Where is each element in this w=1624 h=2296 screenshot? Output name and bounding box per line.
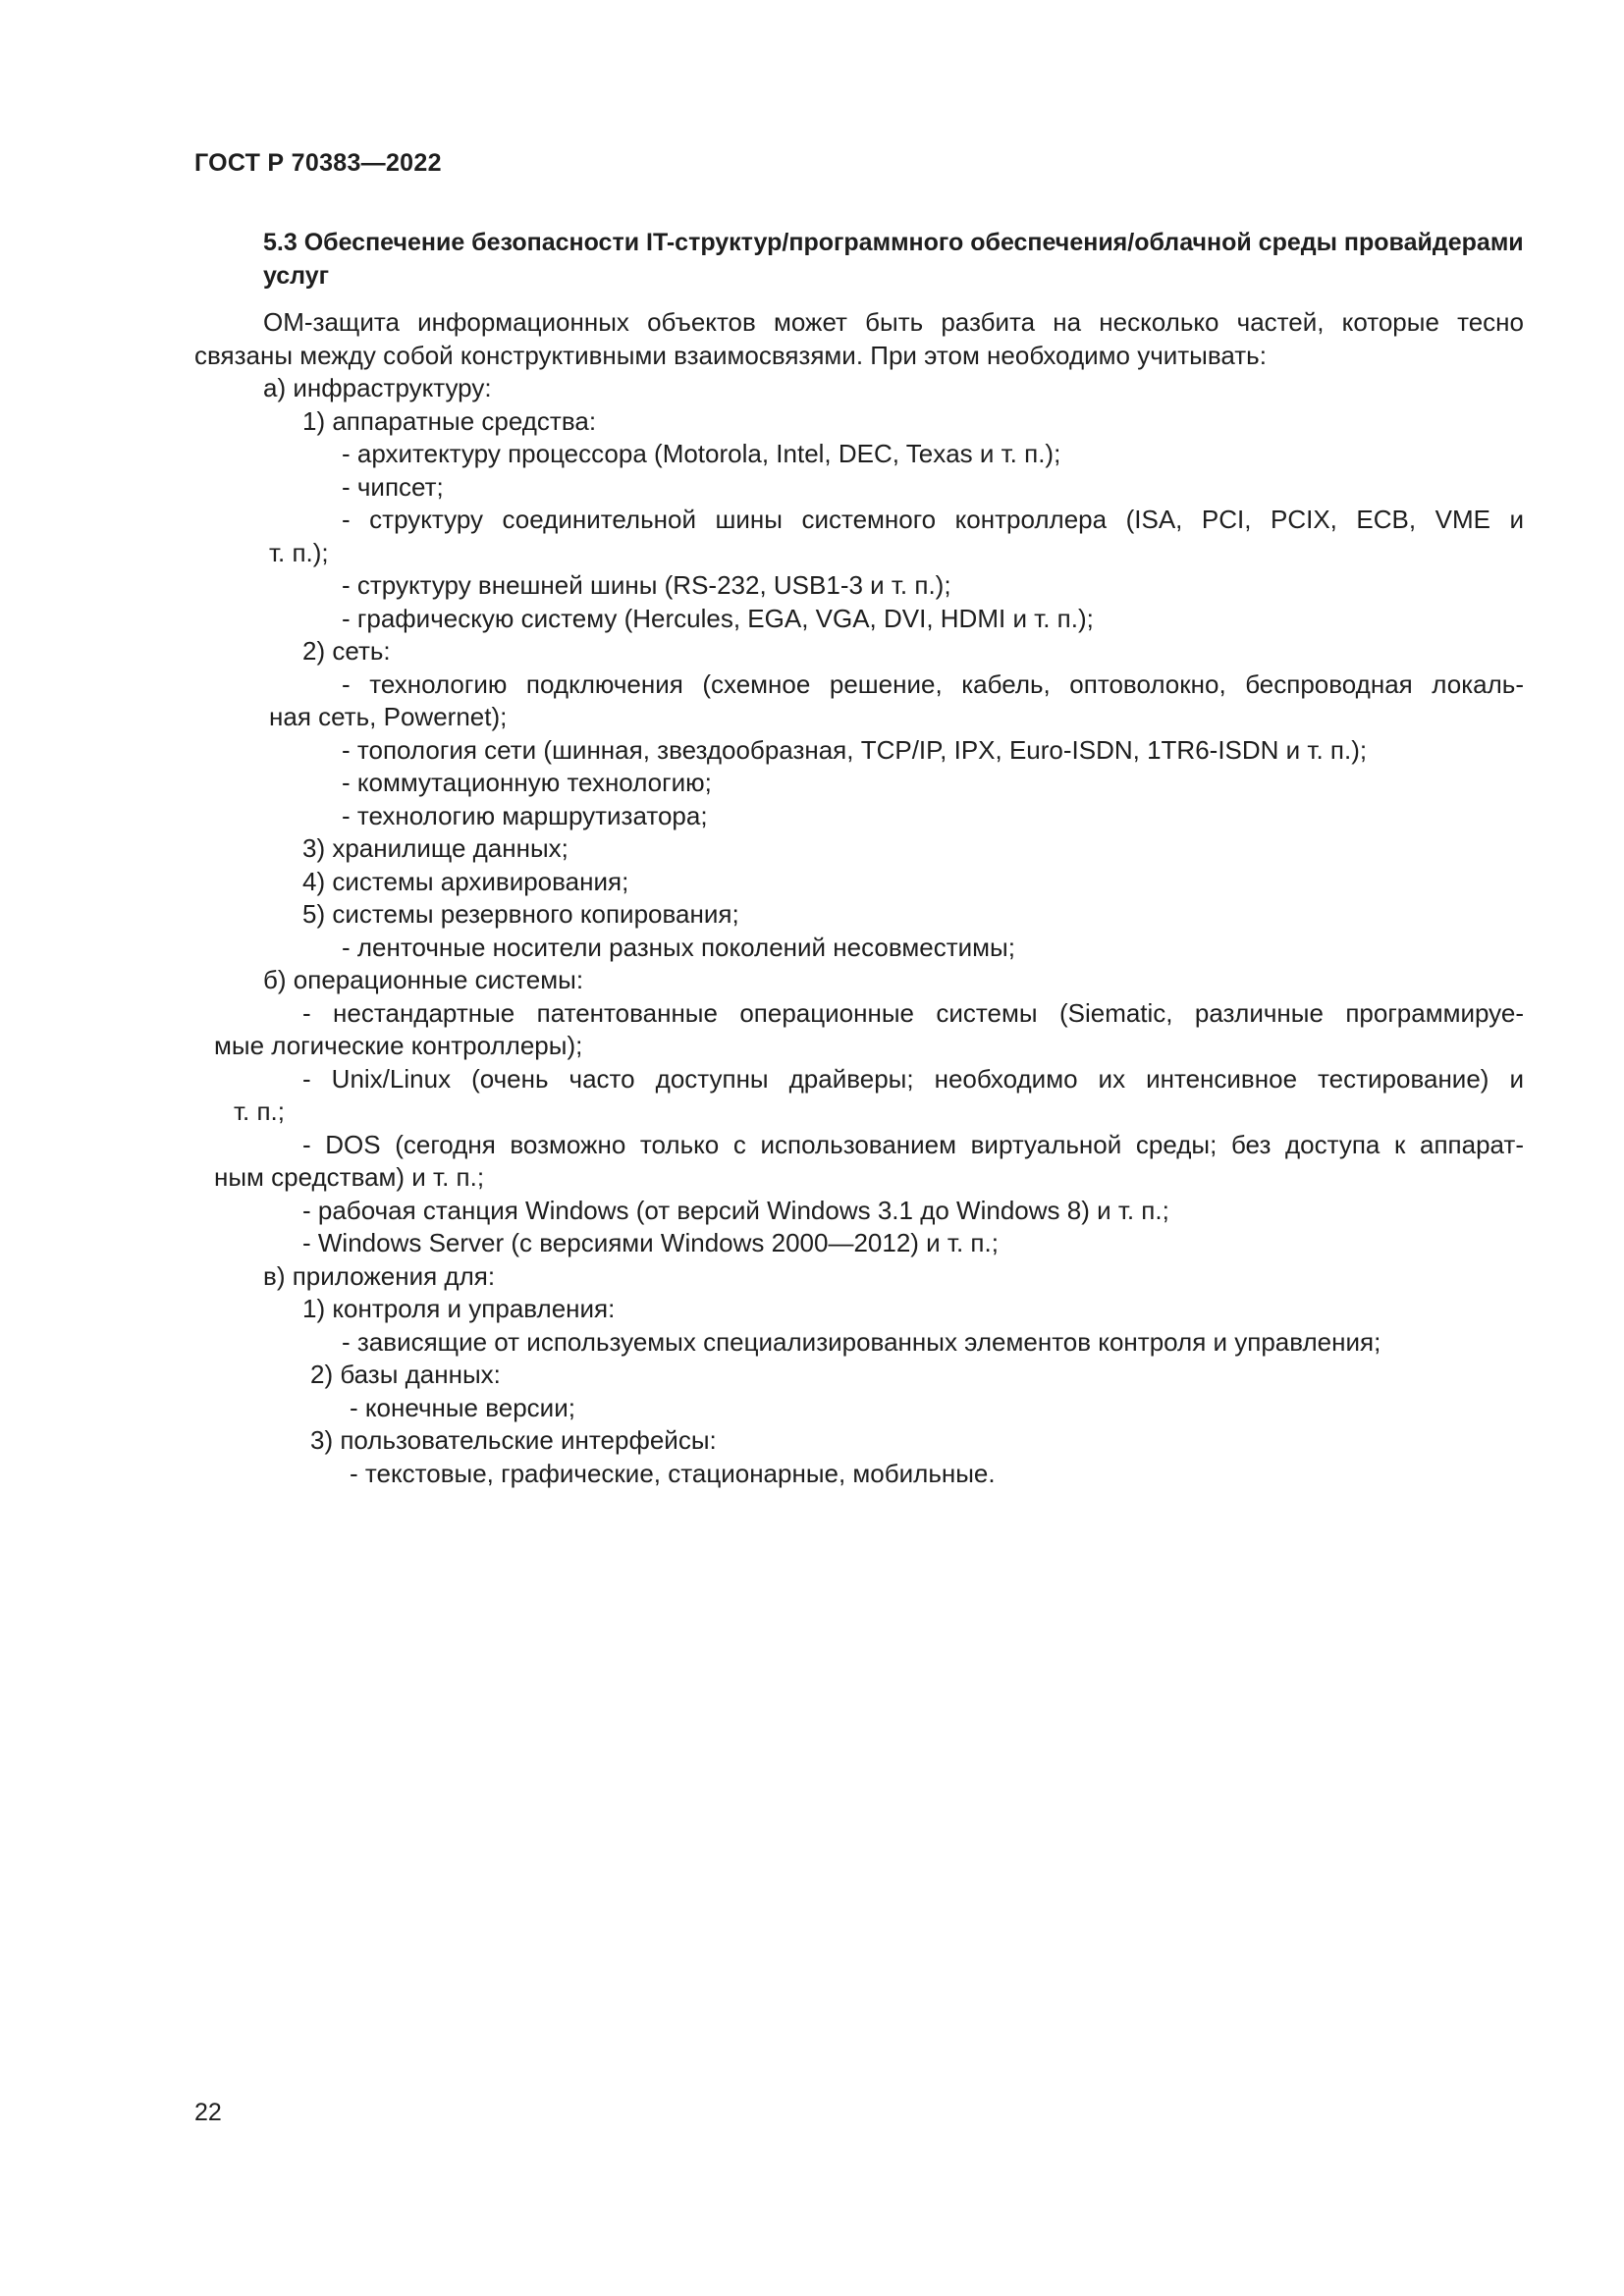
paragraph-line: ОМ-защита информационных объектов может быть разбита на несколько частей, которые тесно [263,307,1524,337]
list-item-level-2: 1) контроля и управления: [302,1294,616,1323]
list-item-level-3: - архитектуру процессора (Motorola, Intel, DEC, Texas и т. п.); [342,439,1061,468]
list-item-level-3: - графическую систему (Hercules, EGA, VGA, DVI, HDMI и т. п.); [342,603,1094,633]
list-item-level-3: - ленточные носители разных поколений несовместимы; [342,932,1015,962]
list-item-level-2: 2) базы данных: [310,1360,501,1389]
list-item-continuation: т. п.; [234,1096,285,1126]
list-item-level-2: 1) аппаратные средства: [302,405,597,436]
list-item-level-2: 5) системы резервного копирования; [302,899,739,929]
list-item-level-2: 4) системы архивирования; [302,866,629,896]
document-id-header: ГОСТ Р 70383—2022 [194,149,442,177]
section-title: 5.3 Обеспечение безопасности IT-структур/программного обеспечения/облачной среды провайдерами услуг [263,229,1524,290]
list-item-continuation: ным средствам) и т. п.; [214,1162,485,1192]
list-item-level-3: - чипсет; [342,471,444,502]
paragraph-line: связаны между собой конструктивными взаимосвязями. При этом необходимо учитывать: [194,340,1267,370]
list-item-level-3: - технологию подключения (схемное решение, кабель, оптоволокно, беспроводная локаль- [342,668,1524,699]
list-item-level-2: 3) пользовательские интерфейсы: [310,1425,717,1455]
list-item-level-3: - структуру внешней шины (RS-232, USB1-3 и т. п.); [342,570,951,600]
list-item-continuation: мые логические контроллеры); [214,1031,583,1060]
list-item-level-2: - Unix/Linux (очень часто доступны драйверы; необходимо их интенсивное тестирование) и [302,1063,1524,1094]
list-item-level-1: а) инфраструктуру: [263,373,492,402]
list-item-level-3: - технологию маршрутизатора; [342,800,708,830]
list-item-level-3: - коммутационную технологию; [342,768,712,797]
list-item-continuation: т. п.); [269,537,329,567]
list-item-level-2: 3) хранилище данных; [302,833,568,863]
list-item-level-3: - текстовые, графические, стационарные, мобильные. [350,1458,996,1488]
list-item-level-3: - топология сети (шинная, звездообразная, TCP/IP, IPX, Euro-ISDN, 1TR6-ISDN и т. п.); [342,734,1368,765]
page-number: 22 [194,2099,222,2126]
list-item-level-2: - нестандартные патентованные операционные системы (Siematic, различные программируе- [302,997,1524,1028]
section-body [194,306,1524,1490]
list-item-level-3: - структуру соединительной шины системного контроллера (ISA, PCI, PCIX, ECB, VME и [342,505,1524,534]
list-item-level-3: - конечные версии; [350,1392,575,1422]
list-item-level-3: - зависящие от используемых специализированных элементов контроля и управления; [342,1326,1381,1357]
list-item-level-2: 2) сеть: [302,636,391,666]
list-item-level-2: - Windows Server (с версиями Windows 2000—2012) и т. п.; [302,1228,999,1257]
list-item-level-2: - DOS (сегодня возможно только с использованием виртуальной среды; без доступа к аппарат- [302,1129,1524,1159]
list-item-level-1: в) приложения для: [263,1260,496,1291]
list-item-level-2: - рабочая станция Windows (от версий Windows 3.1 до Windows 8) и т. п.; [302,1195,1169,1225]
list-item-continuation: ная сеть, Powernet); [269,702,508,731]
list-item-level-1: б) операционные системы: [263,965,584,994]
